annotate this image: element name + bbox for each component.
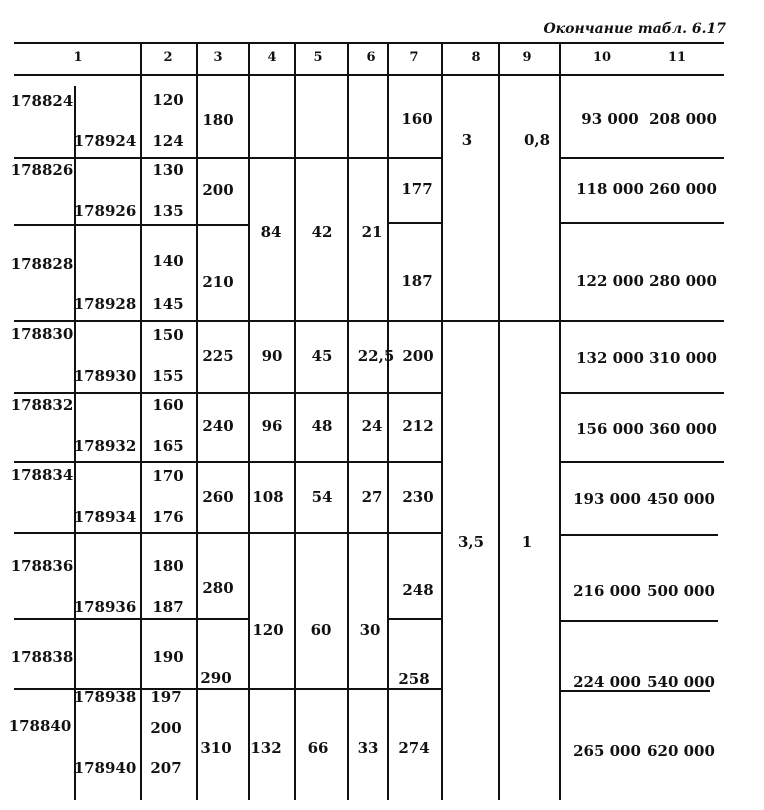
- table-cell: 620 000: [647, 742, 715, 760]
- table-cell: 93 000: [581, 110, 639, 128]
- col-line-9: [498, 42, 500, 800]
- header-col-5: 5: [313, 50, 323, 65]
- col-line-4: [248, 42, 250, 800]
- table-cell: 178926: [73, 202, 137, 220]
- table-cell: 150: [152, 326, 184, 344]
- table-cell: 178834: [10, 466, 74, 484]
- table-cell: 140: [152, 252, 184, 270]
- table-cell: 122 000: [576, 272, 644, 290]
- table-cell: 210: [202, 273, 234, 291]
- table-cell: 0,8: [523, 131, 551, 149]
- table-cell: 48: [311, 417, 333, 435]
- table-cell: 155: [152, 367, 184, 385]
- table-cell: 187: [152, 598, 184, 616]
- header-col-8: 8: [471, 50, 481, 65]
- table-cell: 178924: [73, 132, 137, 150]
- table-cell: 66: [307, 739, 329, 757]
- table-cell: 200: [150, 719, 182, 737]
- table-cell: 132 000: [576, 349, 644, 367]
- rule-header: [14, 74, 724, 76]
- table-cell: 310 000: [649, 349, 717, 367]
- table-cell: 135: [152, 202, 184, 220]
- header-col-10: 10: [592, 50, 612, 65]
- col-line-2: [140, 42, 142, 800]
- rule-r1: [14, 157, 442, 159]
- rule-r2b: [388, 222, 442, 224]
- table-cell: 96: [261, 417, 283, 435]
- table-cell: 178928: [73, 295, 137, 313]
- rule-r3: [14, 320, 724, 322]
- header-col-2: 2: [163, 50, 173, 65]
- table-cell: 118 000: [576, 180, 644, 198]
- table-cell: 178840: [8, 717, 72, 735]
- table-cell: 290: [200, 669, 232, 687]
- table-caption: Окончание табл. 6.17: [543, 21, 726, 37]
- table-cell: 240: [202, 417, 234, 435]
- table-cell: 176: [152, 508, 184, 526]
- table-cell: 178940: [73, 759, 137, 777]
- table-cell: 187: [401, 272, 433, 290]
- table-cell: 178934: [73, 508, 137, 526]
- table-cell: 24: [361, 417, 383, 435]
- table-cell: 178930: [73, 367, 137, 385]
- table-cell: 178932: [73, 437, 137, 455]
- header-col-11: 11: [667, 50, 687, 65]
- rule-r6: [14, 532, 442, 534]
- rule-r7a: [14, 618, 250, 620]
- rule-r5: [14, 461, 442, 463]
- table-cell: 178838: [10, 648, 74, 666]
- col-line-7: [387, 42, 389, 800]
- table-cell: 165: [152, 437, 184, 455]
- table-cell: 178830: [10, 325, 74, 343]
- table-cell: 360 000: [649, 420, 717, 438]
- rule-r2-right: [560, 222, 724, 224]
- table-cell: 190: [152, 648, 184, 666]
- table-cell: 30: [359, 621, 381, 639]
- table-cell: 180: [202, 111, 234, 129]
- header-col-6: 6: [366, 50, 376, 65]
- table-cell: 178824: [10, 92, 74, 110]
- table-cell: 120: [152, 91, 184, 109]
- table-cell: 145: [152, 295, 184, 313]
- table-cell: 90: [261, 347, 283, 365]
- table-cell: 60: [310, 621, 332, 639]
- table-cell: 274: [398, 739, 430, 757]
- table-cell: 260 000: [649, 180, 717, 198]
- table-cell: 193 000: [573, 490, 641, 508]
- table-cell: 178836: [10, 557, 74, 575]
- table-cell: 170: [152, 467, 184, 485]
- table-cell: 108: [252, 488, 284, 506]
- table-cell: 3: [461, 131, 473, 149]
- table-cell: 22,5: [357, 347, 395, 365]
- table-cell: 197: [150, 688, 182, 706]
- table-cell: 54: [311, 488, 333, 506]
- header-col-3: 3: [213, 50, 223, 65]
- rule-r4-right: [560, 392, 724, 394]
- table-cell: 42: [311, 223, 333, 241]
- table-cell: 160: [401, 110, 433, 128]
- table-cell: 200: [202, 181, 234, 199]
- rule-r5-right: [560, 461, 724, 463]
- table-cell: 216 000: [573, 582, 641, 600]
- table-cell: 225: [202, 347, 234, 365]
- table-cell: 200: [402, 347, 434, 365]
- rule-r6-right: [560, 534, 718, 536]
- table-cell: 178832: [10, 396, 74, 414]
- table-cell: 180: [152, 557, 184, 575]
- table-cell: 124: [152, 132, 184, 150]
- table-cell: 178938: [73, 688, 137, 706]
- table-cell: 280: [202, 579, 234, 597]
- rule-r7b: [388, 618, 442, 620]
- header-col-1: 1: [73, 50, 83, 65]
- table-cell: 1: [521, 533, 533, 551]
- table-cell: 280 000: [649, 272, 717, 290]
- col-line-10: [559, 42, 561, 800]
- table-cell: 265 000: [573, 742, 641, 760]
- header-col-7: 7: [409, 50, 419, 65]
- rule-r2a: [14, 224, 250, 226]
- header-col-9: 9: [522, 50, 532, 65]
- table-cell: 212: [402, 417, 434, 435]
- table-cell: 540 000: [647, 673, 715, 691]
- table-cell: 84: [260, 223, 282, 241]
- table-cell: 178936: [73, 598, 137, 616]
- table-cell: 120: [252, 621, 284, 639]
- rule-r4: [14, 392, 442, 394]
- table-cell: 156 000: [576, 420, 644, 438]
- table-cell: 260: [202, 488, 234, 506]
- table-cell: 248: [402, 581, 434, 599]
- table-cell: 450 000: [647, 490, 715, 508]
- table-cell: 208 000: [649, 110, 717, 128]
- rule-top: [14, 42, 724, 44]
- table-cell: 27: [361, 488, 383, 506]
- table-cell: 178826: [10, 161, 74, 179]
- table-cell: 224 000: [573, 673, 641, 691]
- rule-r7-right: [560, 620, 718, 622]
- table-cell: 177: [401, 180, 433, 198]
- table-cell: 130: [152, 161, 184, 179]
- table-cell: 160: [152, 396, 184, 414]
- table-cell: 45: [311, 347, 333, 365]
- table-cell: 230: [402, 488, 434, 506]
- col-line-6: [347, 42, 349, 800]
- col-line-5: [294, 42, 296, 800]
- table-cell: 178828: [10, 255, 74, 273]
- table-cell: 310: [200, 739, 232, 757]
- col-line-3: [196, 42, 198, 800]
- table-cell: 21: [361, 223, 383, 241]
- table-cell: 3,5: [457, 533, 485, 551]
- table-cell: 33: [357, 739, 379, 757]
- table-cell: 132: [250, 739, 282, 757]
- table-cell: 500 000: [647, 582, 715, 600]
- table-cell: 207: [150, 759, 182, 777]
- col-line-8: [441, 42, 443, 800]
- header-col-4: 4: [267, 50, 277, 65]
- table-cell: 258: [398, 670, 430, 688]
- rule-r1-right: [560, 157, 724, 159]
